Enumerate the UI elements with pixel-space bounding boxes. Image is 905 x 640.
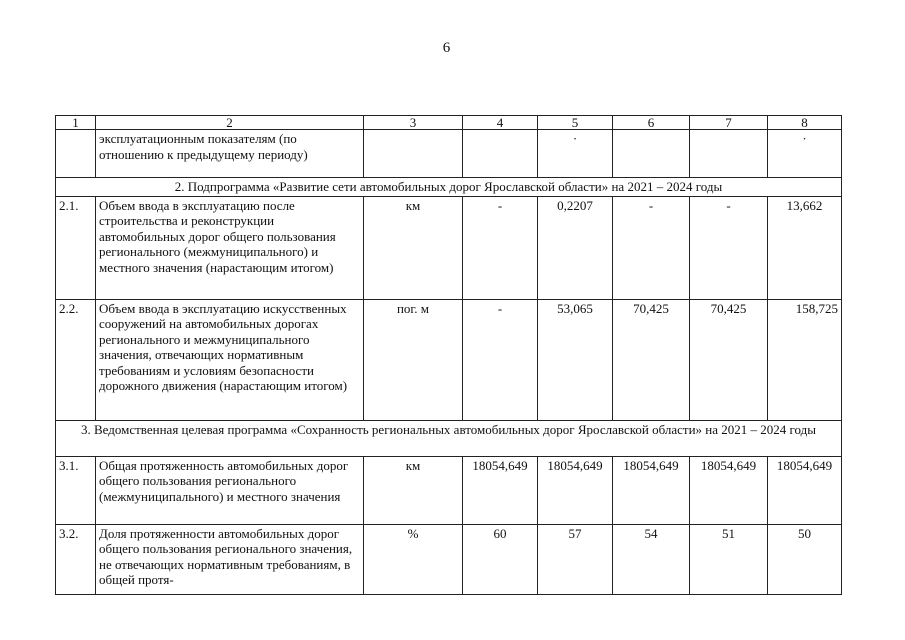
value-cell: - <box>690 196 768 299</box>
column-number: 2 <box>96 116 364 130</box>
unit-cell <box>364 130 463 178</box>
value-cell: 0,2207 <box>538 196 613 299</box>
value-cell: - <box>463 299 538 420</box>
row-description: Объем ввода в эксплуатацию после строительства и реконструкции автомобильных дорог общего пользования регионального (межмуниципального) и местного значения (нарастающим итогом) <box>96 196 364 299</box>
value-cell <box>690 130 768 178</box>
section-title: 3. Ведомственная целевая программа «Сохранность региональных автомобильных дорог Ярославской области» на 2021 – 2024 годы <box>56 420 842 456</box>
column-number: 8 <box>768 116 842 130</box>
row-description: Доля протяженности автомобильных дорог общего пользования регионального значения, не отвечающих нормативным требованиям, в общей протя- <box>96 524 364 594</box>
table-row <box>56 299 842 420</box>
column-numbers-row <box>56 116 842 130</box>
column-number: 4 <box>463 116 538 130</box>
column-number: 1 <box>56 116 96 130</box>
value-cell: 18054,649 <box>463 456 538 524</box>
value-cell: - <box>613 196 690 299</box>
value-cell: - <box>463 196 538 299</box>
value-cell: 54 <box>613 524 690 594</box>
row-number: 3.1. <box>56 456 96 524</box>
value-cell: 158,725 <box>768 299 842 420</box>
row-number: 2.2. <box>56 299 96 420</box>
value-cell: 53,065 <box>538 299 613 420</box>
value-cell: 70,425 <box>690 299 768 420</box>
row-description: Объем ввода в эксплуатацию искусственных сооружений на автомобильных дорогах регионального и межмуниципального значения, отвечающих нормативным требованиям и условиям безопасности дорожного движения (нарастающим итогом) <box>96 299 364 420</box>
value-cell <box>463 130 538 178</box>
value-cell: 13,662 <box>768 196 842 299</box>
value-cell: 60 <box>463 524 538 594</box>
table-row <box>56 524 842 594</box>
unit-cell: км <box>364 196 463 299</box>
value-cell: · <box>538 130 613 178</box>
row-number: 3.2. <box>56 524 96 594</box>
value-cell <box>613 130 690 178</box>
table-row <box>56 456 842 524</box>
table-row <box>56 196 842 299</box>
value-cell: 51 <box>690 524 768 594</box>
value-cell: 70,425 <box>613 299 690 420</box>
value-cell: · <box>768 130 842 178</box>
value-cell: 18054,649 <box>690 456 768 524</box>
value-cell: 18054,649 <box>768 456 842 524</box>
row-description: Общая протяженность автомобильных дорог общего пользования регионального (межмуниципального) и местного значения <box>96 456 364 524</box>
page-number: 6 <box>442 40 451 56</box>
indicators-table <box>55 115 842 595</box>
section-title: 2. Подпрограмма «Развитие сети автомобильных дорог Ярославской области» на 2021 – 2024 годы <box>56 178 842 197</box>
unit-cell: % <box>364 524 463 594</box>
column-number: 5 <box>538 116 613 130</box>
unit-cell: км <box>364 456 463 524</box>
section-header-row <box>56 420 842 456</box>
row-number <box>56 130 96 178</box>
row-number: 2.1. <box>56 196 96 299</box>
column-number: 7 <box>690 116 768 130</box>
unit-cell: пог. м <box>364 299 463 420</box>
row-description: эксплуатационным показателям (по отношению к предыдущему периоду) <box>96 130 364 178</box>
table-row-continuation <box>56 130 842 178</box>
column-number: 6 <box>613 116 690 130</box>
column-number: 3 <box>364 116 463 130</box>
value-cell: 57 <box>538 524 613 594</box>
value-cell: 50 <box>768 524 842 594</box>
value-cell: 18054,649 <box>613 456 690 524</box>
section-header-row <box>56 178 842 197</box>
value-cell: 18054,649 <box>538 456 613 524</box>
